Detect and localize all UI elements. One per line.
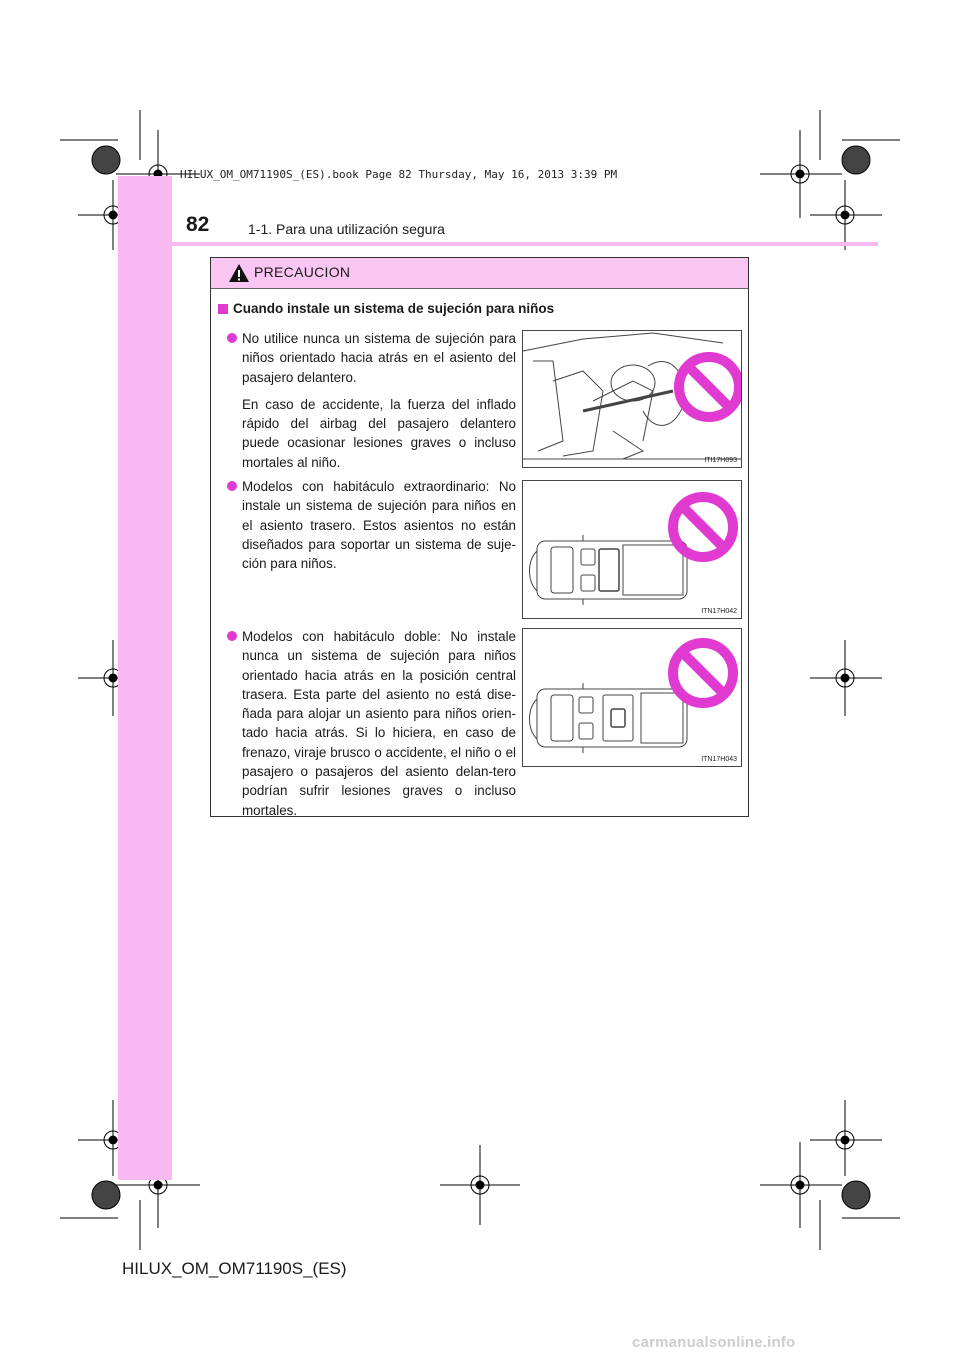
figure-code: ITN17H043 — [701, 756, 737, 763]
car-topview-illustration — [523, 481, 741, 618]
caution-header — [211, 258, 748, 289]
watermark: carmanualsonline.info — [632, 1334, 796, 1351]
book-stamp: HILUX_OM_OM71190S_(ES).book Page 82 Thursday, May 16, 2013 3:39 PM — [180, 168, 618, 181]
car-interior-illustration — [523, 331, 741, 467]
square-bullet-icon — [218, 304, 228, 314]
figure-extra-cab — [522, 480, 742, 619]
item-text: No utilice nunca un sistema de sujeción para niños orientado hacia atrás en el asiento del pasajero delantero. — [242, 331, 516, 385]
item-text: Modelos con habitáculo extraordinario: No instale un sistema de sujeción para niños en el asiento trasero. Estos asientos no están diseñados para soportar un sistema de suje-ción para niños. — [242, 479, 516, 572]
section-heading — [218, 301, 554, 316]
figure-double-cab — [522, 628, 742, 767]
header-rule — [118, 242, 878, 246]
bullet-icon — [227, 333, 237, 343]
list-item — [242, 329, 516, 472]
chapter-color-band — [118, 176, 172, 1180]
caution-label: PRECAUCION — [254, 264, 351, 280]
section-heading-text: Cuando instale un sistema de sujeción para niños — [233, 301, 555, 316]
caution-box — [210, 257, 749, 817]
page-number: 82 — [186, 213, 210, 236]
figure-code: ITN17H042 — [701, 608, 737, 615]
bullet-icon — [227, 631, 237, 641]
item-text: Modelos con habitáculo doble: No instale nunca un sistema de sujeción para niños orientado hacia atrás en la posición central trasera. Esta parte del asiento no está dise-ñada para alojar un asiento para niños orien-tado hacia atrás. Si lo hiciera, en caso de frenazo, viraje brusco o accidente, el niño o el pasajero o pasajeros del asiento delan-tero podrían sufrir lesiones graves o incluso mortales. — [242, 629, 516, 818]
item-subtext: En caso de accidente, la fuerza del inflado rápido del airbag del pasajero delantero puede ocasionar lesiones graves o incluso mortales al niño. — [242, 396, 516, 470]
list-item — [242, 477, 516, 573]
warning-icon — [228, 263, 250, 283]
chapter-title: 1-1. Para una utilización segura — [248, 221, 445, 237]
figure-airbag-front-seat — [522, 330, 742, 468]
car-topview-illustration — [523, 629, 741, 766]
bullet-icon — [227, 481, 237, 491]
list-item — [242, 627, 516, 820]
figure-code: ITI17H093 — [704, 457, 737, 464]
footer-code: HILUX_OM_OM71190S_(ES) — [122, 1259, 347, 1278]
